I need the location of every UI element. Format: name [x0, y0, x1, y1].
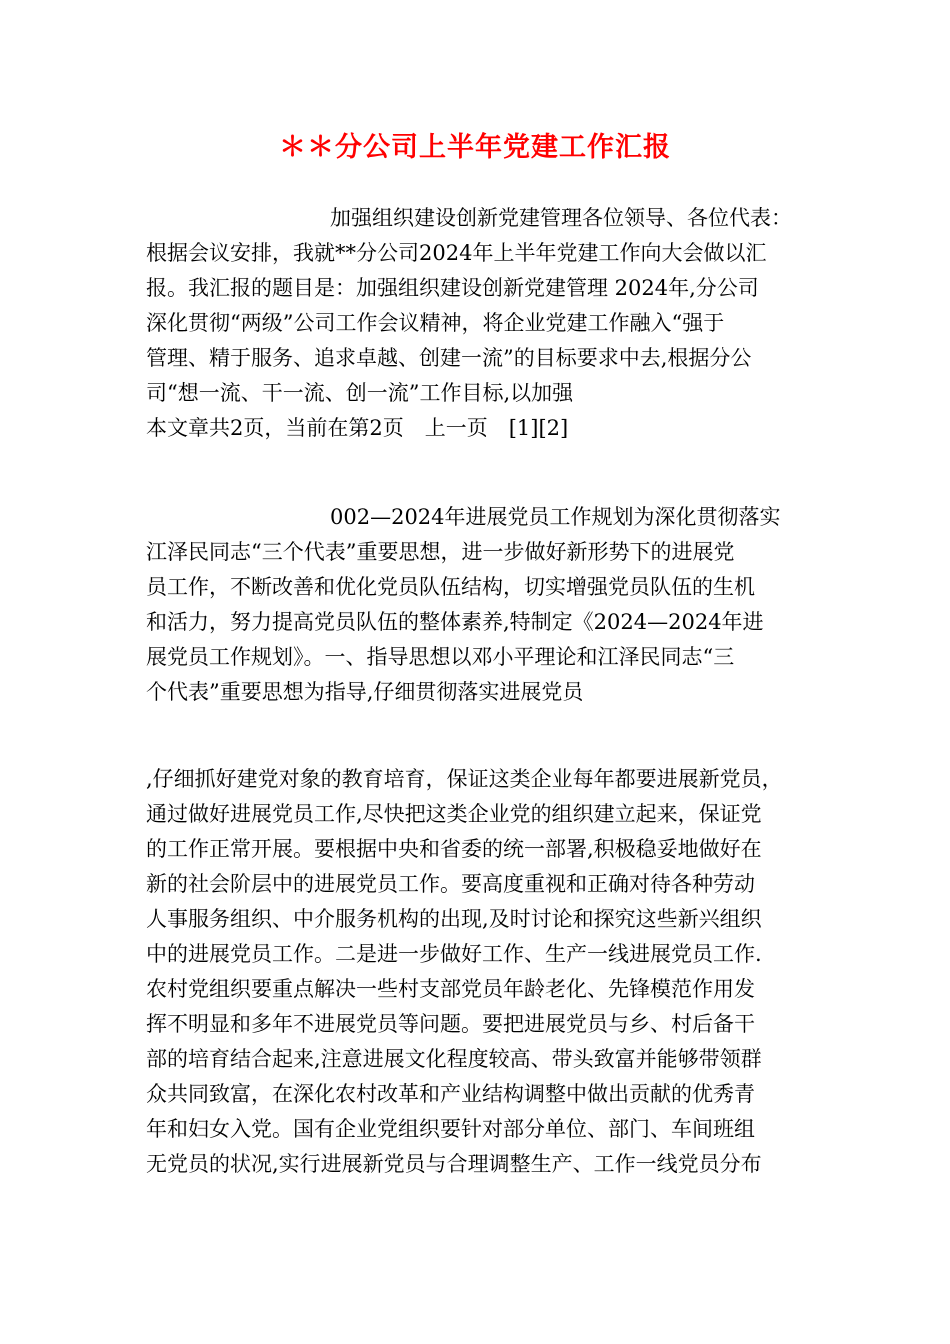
text-line: 管理、精于服务、追求卓越、创建一流”的目标要求中去,根据分公 [146, 346, 752, 370]
text-line: 江泽民同志“三个代表”重要思想，进一步做好新形势下的进展党 [146, 540, 735, 564]
text-line: 报。我汇报的题目是：加强组织建设创新党建管理 2024年,分公司 [146, 276, 759, 300]
text-line: 年和妇女入党。国有企业党组织要针对部分单位、部门、车间班组 [146, 1117, 755, 1141]
text-line: ,仔细抓好建党对象的教育培育，保证这类企业每年都要进展新党员， [146, 767, 783, 791]
text-line: 的工作正常开展。要根据中央和省委的统一部署,积极稳妥地做好在 [146, 837, 762, 861]
text-line: 农村党组织要重点解决一些村支部党员年龄老化、先锋模范作用发 [146, 977, 755, 1001]
text-line: 和活力，努力提高党员队伍的整体素养,特制定《2024—2024年进 [146, 610, 764, 634]
text-line: 司“想一流、干一流、创一流”工作目标,以加强 [146, 381, 574, 405]
text-line: 新的社会阶层中的进展党员工作。要高度重视和正确对待各种劳动 [146, 872, 755, 896]
text-line: 无党员的状况,实行进展新党员与合理调整生产、工作一线党员分布 [146, 1152, 762, 1176]
text-line: 挥不明显和多年不进展党员等问题。要把进展党员与乡、村后备干 [146, 1012, 755, 1036]
text-line: 加强组织建设创新党建管理各位领导、各位代表： [330, 206, 792, 230]
text-line: 通过做好进展党员工作,尽快把这类企业党的组织建立起来，保证党 [146, 802, 762, 826]
text-line: 展党员工作规划》。一、指导思想以邓小平理论和江泽民同志“三 [146, 645, 735, 669]
text-line: 个代表”重要思想为指导,仔细贯彻落实进展党员 [146, 680, 584, 704]
pagination-line: 本文章共2页，当前在第2页 上一页 [1][2] [146, 416, 569, 440]
text-line: 部的培育结合起来,注意进展文化程度较高、带头致富并能够带领群 [146, 1047, 762, 1071]
plan-section [146, 500, 816, 710]
text-line: 根据会议安排，我就**分公司2024年上半年党建工作向大会做以汇 [146, 241, 767, 265]
report-section [146, 201, 816, 446]
text-line: 深化贯彻“两级”公司工作会议精神，将企业党建工作融入“强于 [146, 311, 725, 335]
text-line: 002—2024年进展党员工作规划为深化贯彻落实 [330, 505, 781, 529]
text-line: 人事服务组织、中介服务机构的出现,及时讨论和探究这些新兴组织 [146, 907, 762, 931]
text-line: 众共同致富，在深化农村改革和产业结构调整中做出贡献的优秀青 [146, 1082, 755, 1106]
text-line: 员工作，不断改善和优化党员队伍结构，切实增强党员队伍的生机 [146, 575, 755, 599]
body-section [146, 762, 816, 1182]
document-title: ＊＊分公司上半年党建工作汇报 [279, 132, 671, 163]
text-line: 中的进展党员工作。二是进一步做好工作、生产一线进展党员工作. [146, 942, 762, 966]
